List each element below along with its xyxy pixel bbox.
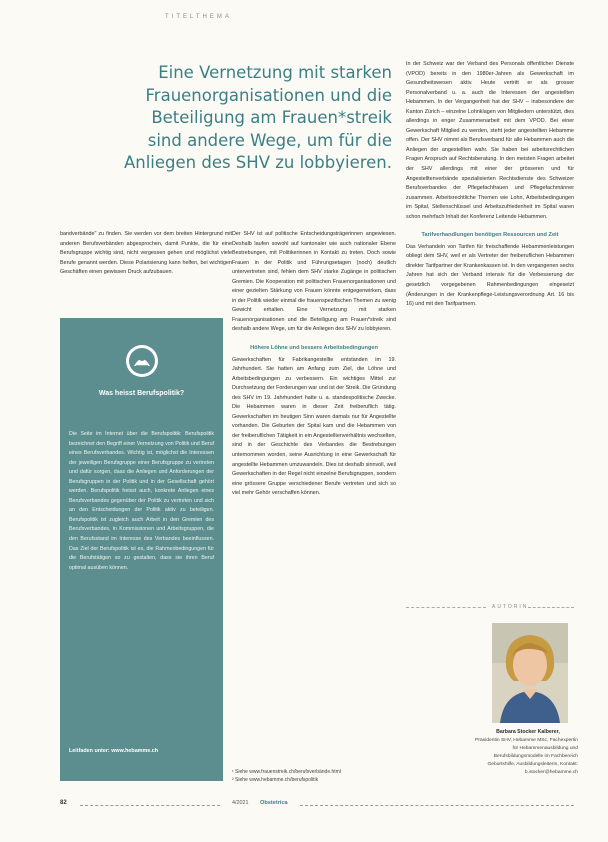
hebamme-logo-icon: [125, 344, 159, 378]
subheading-tarif: Tarifverhandlungen benötigen Ressourcen und Zeit: [421, 232, 559, 239]
column-middle-paragraph: Der SHV ist auf politische Entscheidungsträgerinnen angewiesen. Deshalb laufen sowohl auf kantonaler wie auch nationaler Ebene Bestrebungen, mit Politikerinnen in Kontakt zu treten. Doch sowie Frauen in der Politik und Führungsetagen (noch) deutlich untervertreten sind, fehlen dem SHV starke Zugänge in politischen Gremien. Die Kooperation mit politischen Frauenorganisationen und einer gezielten Stärkung von Frauen könnte entgegenwirken, dass in der Politik wieder einmal die frauenspezifischen Themen zu wenig Gewicht erhalten. Eine Vernetzung mit starken Frauenorganisationen und die Beteiligung am Frauen*streik sind deshalb andere Wege, um für die Anliegen des SHV zu lobbyieren.: [232, 231, 396, 333]
author-portrait-photo: [492, 623, 568, 723]
column-right: [406, 60, 574, 319]
headline: Eine Vernetzung mit starken Frauenorganisationen und die Beteiligung am Frauen*streik sind andere Wege, um für die Anliegen des SHV zu lobbyieren.: [123, 63, 392, 172]
column-right-paragraph: In der Schweiz war der Verband des Personals öffentlicher Dienste (VPOD) bereits in den 1980er-Jahren als Gewerkschaft im Gesundheitswesen aktiv. Heute vertritt er als grosser Personalverband u. a. auch die Interessen der angestellten Hebammen. In der Vergangenheit hat der SHV – insbesondere der Kanton Zürich – einzelne Lohnklagen von Mitgliedern unterstützt, dies allerdings in enger Zusammenarbeit mit dem VPOD. Bei einer Gewerkschaft Mitglied zu werden, steht jeder angestellten Hebamme offen. Der SHV nimmt als Berufsverband für alle Hebammen auch die Anliegen der angestellten wahr. Sie haben bei arbeitsrechtlichen Fragen Anspruch auf Rechtsberatung. In den meisten Fragen arbeitet der SHV allerdings mit einer der grösseren und für Angestelltenverbände spezialisierten Rechtsdienste des Schweizer Berufsverbandes der Pflegefachfrauen und Pflegefachmänner zusammen. Arbeitsrechtliche Themen wie Lohn, Arbeitsbedingungen im Spital, Stellenschlüssel und Arbeitszufriedenheit im Spital waren schon mehrfach Inhalt der Konferenz Leitende Hebammen.: [406, 61, 574, 220]
page-number: 82: [60, 800, 67, 806]
portrait-divider-right: [528, 607, 574, 608]
column-left-paragraph: bandverbände" zu finden. Sie werden vor dem breiten Hintergrund mit anderen Berufsverbänden abgesprochen, damit Punkte, die für eine Berufsgruppe wichtig sind, nicht vergessen gehen und möglichst viele Berufe genannt werden. Diese Polarisierung kann helfen, bei wichtigen Geschäften einen gewissen Druck aufzubauen.: [60, 231, 232, 276]
info-box-berufspolitik: [60, 318, 223, 781]
footer-magazine-name: Obstetrica: [260, 800, 288, 806]
footer-divider-left: [80, 805, 220, 806]
column-left: [60, 230, 232, 287]
column-middle-paragraph-2: Gewerkschaften für Fabrikangestellte entstanden im 19. Jahrhundert. Sie hatten am Anfang zum Ziel, die Löhne und Arbeitsbedingungen zu verbessern. Ein wichtiges Mittel zur Durchsetzung der Forderungen war und ist der Streik. Die Gründung des SHV im 19. Jahrhundert hatte u. a. standespolitische Zwecke. Die Hebammen waren in dieser Zeit freiberuflich tätig. Gewerkschaften im heutigen Sinn waren damals nur für Angestellte vorhanden. Die Geburten der Spital kam und die Hebammen von der freiberuflichen Tätigkeit in ein Angestelltenverhältnis wechselten, sind in der Geschichte des Verbandes die Bestrebungen unternommen worden, seine Ausrichtung in eine Gewerkschaft für angestellte Hebammen umzuwandeln. Dies ist deshalb sinnvoll, weil Gewerkschaften in der Regel nicht einzelne Berufsgruppen, sondern eine grössere Gruppe verschiedener Berufe vertreten und sich so viel mehr Gehör verschaffen können.: [232, 356, 396, 497]
info-box-title: Was heisst Berufspolitik?: [98, 390, 185, 397]
author-name: Barbara Stocker Kalberer,: [496, 729, 560, 735]
footer-issue: 4/2021: [232, 800, 249, 806]
info-box-body: Die Seite im Internet über die Berufspolitik: Berufspolitik bezeichnet den Begriff einer Vernetzung von Politik und Beruf eines Berufsverbandes. Wichtig ist, möglichst die Interessen der jeweiligen Berufsgruppe einer Berufsgruppe zu vertreten und dafür sorgen, dass die Anliegen und Anforderungen der Berufsgruppen in der Politik und in der Gesellschaft gehört werden. Berufspolitik heisst auch, konkrete Anliegen eines Berufsverbandes gegenüber der Politik zu vertreten und sich an den Entscheidungen der Politik aktiv zu beteiligen. Berufspolitik ist zugleich auch Arbeit in den Gremien des Berufsverbandes, in Kommissionen und Arbeitsgruppen, die den Berufsstand im Interesse des Verbandes beeinflussen. Das Ziel der Berufspolitik ist es, die Rahmenbedingungen für die Berufstätigen so zu gestalten, dass sie ihren Beruf optimal ausüben können.: [69, 431, 214, 571]
author-description: Präsidentin SHV, Hebamme MSc, Fachexpertin für Hebammenausbildung und Berufsbildungsmodelle im Fachbereich Geburtshilfe, Ausbildungsleiterin, Kontakt: b.stocker@hebamme.ch: [475, 738, 578, 775]
column-middle: [232, 230, 396, 508]
footer-divider-right: [300, 805, 574, 806]
subheading-loehne: Höhere Löhne und bessere Arbeitsbedingungen: [250, 345, 378, 352]
portrait-label: AUTORIN: [492, 604, 529, 610]
footnotes: ¹ Siehe www.frauenstreik.ch/berufsverbände.html ² Siehe www.hebamme.ch/berufspolitik: [232, 769, 341, 783]
column-right-paragraph-2: Das Verhandeln von Tarifen für freischaffende Hebammenleistungen obliegt dem SHV, weil er als Vertreter der freiberuflichen Hebammen direkter Tarifpartner der Krankenkassen ist. In den vergangenen sechs Jahren hat sich der Verband intensiv für die Verbesserung der gesetzlich vorgegebenen Rahmenbedingungen eingesetzt (Änderungen in der Krankenpflege-Leistungsverordnung Art. 16 bis 16) und mit den Tarifpartnern.: [406, 243, 575, 308]
portrait-divider-left: [406, 607, 486, 608]
info-box-link[interactable]: Leitfaden unter: www.hebamme.ch: [69, 748, 159, 754]
section-label: TITELTHEMA: [165, 14, 232, 20]
